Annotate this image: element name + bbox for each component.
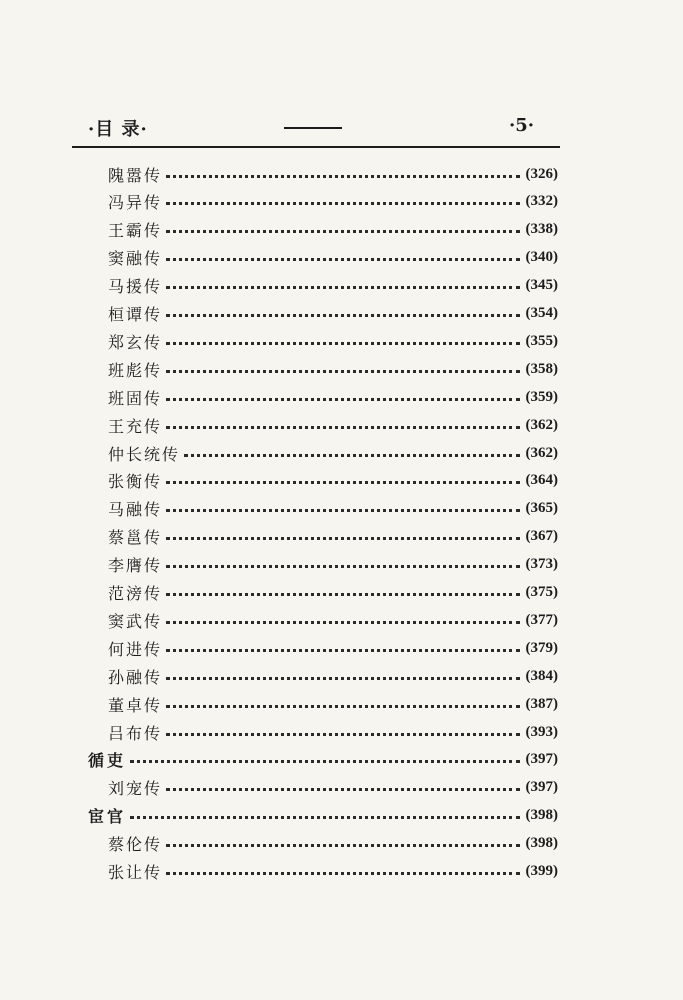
toc-entry-page: (364) — [525, 472, 558, 489]
toc-entry-page: (397) — [525, 779, 558, 796]
toc-entry-page: (384) — [525, 667, 558, 684]
toc-entry-page: (362) — [525, 416, 558, 433]
toc-entry-title: 李膺传 — [108, 556, 163, 576]
toc-entry-page: (397) — [525, 751, 558, 768]
toc-entry-page: (377) — [525, 611, 558, 628]
toc-entry — [108, 216, 558, 244]
toc-leader-dots — [166, 342, 519, 345]
toc-entry-page: (355) — [525, 332, 558, 349]
toc-entry-title: 张让传 — [108, 863, 163, 882]
toc-entry-page: (338) — [525, 221, 558, 238]
toc-entry — [108, 606, 558, 634]
toc-leader-dots — [166, 314, 519, 317]
toc-entry — [108, 551, 558, 579]
toc-entry-title: 刘宠传 — [108, 779, 163, 799]
toc-leader-dots — [166, 258, 519, 261]
toc-entry-title: 马援传 — [108, 277, 163, 297]
toc-leader-dots — [166, 202, 519, 205]
page-header — [88, 115, 558, 139]
toc-entry-page: (345) — [525, 277, 558, 294]
toc-entry-title: 宦官 — [88, 807, 127, 827]
toc-entry-title: 范滂传 — [108, 584, 163, 603]
toc-entry-title: 张衡传 — [108, 472, 163, 492]
toc-leader-dots — [130, 760, 519, 763]
toc-entry-title: 仲长统传 — [108, 444, 181, 464]
toc-leader-dots — [166, 593, 519, 596]
toc-entry — [108, 662, 558, 690]
toc-leader-dots — [166, 565, 519, 568]
toc-entry — [108, 830, 558, 858]
toc-entry-title: 隗嚣传 — [108, 165, 163, 185]
toc-entry-title: 蔡邕传 — [108, 528, 163, 548]
header-title: ·目 录· — [88, 119, 148, 140]
toc-entry-page: (387) — [525, 695, 558, 712]
toc-entry — [108, 300, 558, 328]
toc-leader-dots — [166, 677, 519, 680]
toc-entry — [108, 858, 558, 886]
toc-section — [88, 802, 558, 830]
toc-entry-page: (399) — [525, 863, 558, 879]
toc-leader-dots — [166, 537, 519, 540]
toc-entry-page: (358) — [525, 360, 558, 377]
toc-entry-title: 桓谭传 — [108, 305, 163, 324]
toc-entry-title: 窦武传 — [108, 611, 163, 631]
toc-section — [88, 746, 558, 774]
toc-entry-title: 王充传 — [108, 416, 163, 436]
toc-leader-dots — [184, 454, 519, 457]
toc-entry-title: 董卓传 — [108, 695, 163, 715]
toc-entry-page: (398) — [525, 835, 558, 852]
toc-entry-title: 循吏 — [88, 751, 127, 771]
toc-leader-dots — [166, 649, 519, 652]
toc-entry — [108, 690, 558, 718]
toc-entry — [108, 272, 558, 300]
toc-entry-title: 窦融传 — [108, 249, 163, 269]
toc-entry-page: (340) — [525, 249, 558, 266]
toc-entry-page: (332) — [525, 193, 558, 210]
toc-entry — [108, 383, 558, 411]
toc-entry-title: 王霸传 — [108, 221, 163, 241]
toc-leader-dots — [166, 230, 519, 233]
toc-entry — [108, 188, 558, 216]
toc-leader-dots — [166, 733, 519, 736]
toc-leader-dots — [166, 426, 519, 429]
toc-entry — [108, 160, 558, 188]
toc-leader-dots — [166, 370, 519, 373]
toc-leader-dots — [166, 398, 519, 401]
toc-leader-dots — [166, 788, 519, 791]
toc-entry — [108, 495, 558, 523]
toc-entry — [108, 355, 558, 383]
toc-entry — [108, 244, 558, 272]
toc-entry — [108, 467, 558, 495]
toc-entry-page: (365) — [525, 500, 558, 517]
toc-entry-page: (326) — [525, 165, 558, 182]
header-page-number: ·5· — [508, 115, 534, 136]
toc-entry-title: 冯异传 — [108, 193, 163, 213]
toc-entry — [108, 523, 558, 551]
toc-entry — [108, 439, 558, 467]
toc-entry-page: (367) — [525, 528, 558, 545]
toc-entry-page: (379) — [525, 639, 558, 656]
toc-entry-title: 马融传 — [108, 500, 163, 520]
toc-leader-dots — [166, 286, 519, 289]
toc-entry-page: (359) — [525, 388, 558, 405]
toc-leader-dots — [130, 816, 519, 819]
toc-entry-title: 班固传 — [108, 388, 163, 408]
toc-leader-dots — [166, 705, 519, 708]
toc-entry — [108, 774, 558, 802]
toc-entry-title: 何进传 — [108, 639, 163, 659]
toc-entry-page: (373) — [525, 556, 558, 573]
toc-entry — [108, 327, 558, 355]
toc-entry-title: 班彪传 — [108, 360, 163, 380]
toc-entry-title: 郑玄传 — [108, 332, 163, 352]
toc-entry-page: (398) — [525, 807, 558, 824]
toc-entry — [108, 718, 558, 746]
toc-leader-dots — [166, 621, 519, 624]
toc-leader-dots — [166, 481, 519, 484]
header-divider — [284, 127, 342, 129]
toc-leader-dots — [166, 509, 519, 512]
toc-entry-page: (362) — [525, 444, 558, 461]
toc-leader-dots — [166, 872, 519, 875]
toc-leader-dots — [166, 175, 519, 178]
toc-entry — [108, 634, 558, 662]
toc-entry-title: 蔡伦传 — [108, 835, 163, 855]
toc-entry — [108, 411, 558, 439]
toc-entry-page: (375) — [525, 584, 558, 600]
header-rule — [72, 146, 560, 148]
toc-entry-page: (393) — [525, 723, 558, 740]
toc-leader-dots — [166, 844, 519, 847]
toc-entry-title: 吕布传 — [108, 723, 163, 743]
toc-entry — [108, 579, 558, 607]
toc-entry-page: (354) — [525, 305, 558, 321]
toc-entry-title: 孙融传 — [108, 667, 163, 687]
